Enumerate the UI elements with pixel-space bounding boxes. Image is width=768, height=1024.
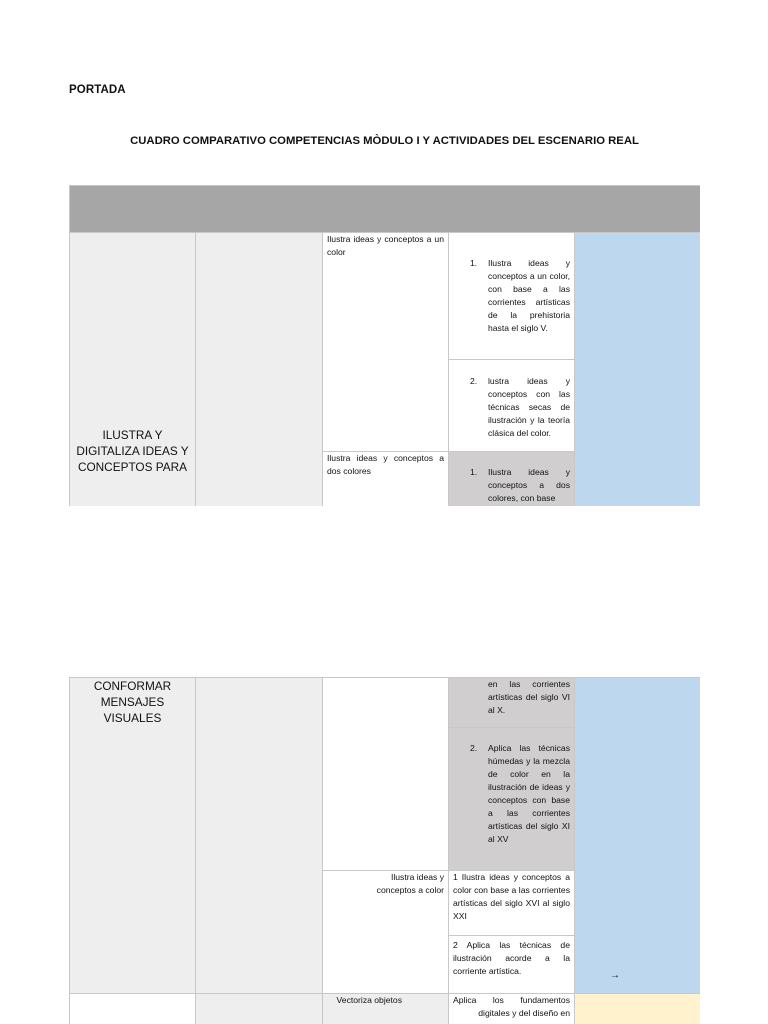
item-text: en las corrientes artísticas del siglo VI al X. (488, 679, 570, 715)
item-number: 2. (470, 743, 478, 753)
blue-column-cell (575, 678, 700, 994)
empty-column-cell (196, 678, 323, 994)
activity-cell (323, 994, 449, 1024)
numbered-item-continued (449, 678, 574, 717)
item-number: 1. (470, 258, 478, 268)
numbered-item (449, 742, 574, 846)
empty-column-cell (196, 233, 323, 506)
activity-cell (323, 678, 449, 871)
numbered-item (449, 466, 574, 505)
activity-text: Ilustra ideas y conceptos a color (376, 872, 444, 895)
table-header-band (70, 186, 700, 233)
blue-column-cell (575, 233, 700, 506)
competence-cell (70, 678, 196, 994)
item-number: 2. (470, 376, 478, 386)
item-text: Ilustra ideas y conceptos a dos colores, con base (488, 467, 570, 503)
subactivity-cell (449, 360, 575, 452)
plain-item: Aplica los fundamentos digitales y del diseño en (453, 995, 570, 1018)
comparison-table-part-2 (69, 677, 700, 1024)
subactivity-cell (449, 728, 575, 871)
competence-text: CONFORMAR MENSAJES VISUALES (93, 679, 172, 725)
subactivity-cell (449, 452, 575, 506)
competence-cell (70, 233, 196, 506)
subactivity-cell (449, 871, 575, 936)
numbered-item (449, 375, 574, 440)
item-text: lustra ideas y conceptos con las técnicas secas de ilustración y la teoría clásica del color. (488, 376, 570, 438)
activity-text: Ilustra ideas y conceptos a dos colores (327, 453, 444, 476)
plain-item: 2 Aplica las técnicas de ilustración acorde a la corriente artística. (453, 940, 570, 976)
competence-text: ILUSTRA Y DIGITALIZA IDEAS Y CONCEPTOS PARA (76, 428, 189, 474)
activity-cell (323, 233, 449, 452)
document-title: CUADRO COMPARATIVO COMPETENCIAS MÒDULO I Y ACTIVIDADES DEL ESCENARIO REAL (130, 135, 639, 147)
empty-column-cell (196, 994, 323, 1024)
comparison-table-part-1 (69, 185, 700, 506)
numbered-item (449, 257, 574, 335)
arrow-right-icon: → (610, 970, 620, 981)
item-number: 1. (470, 467, 478, 477)
subactivity-cell (449, 233, 575, 360)
subactivity-cell (449, 678, 575, 728)
activity-text: Ilustra ideas y conceptos a un color (327, 234, 444, 257)
plain-item: 1 Ilustra ideas y conceptos a color con base a las corrientes artísticas del siglo XVI al siglo XXI (453, 872, 570, 921)
item-text: Ilustra ideas y conceptos a un color, con base a las corrientes artísticas de la prehistoria hasta el siglo V. (488, 258, 570, 333)
empty-column-cell (70, 994, 196, 1024)
subactivity-cell (449, 936, 575, 994)
activity-cell (323, 452, 449, 506)
activity-text: Vectoriza objetos (336, 995, 402, 1005)
item-text: Aplica las técnicas húmedas y la mezcla de color en la ilustración de ideas y conceptos con base a las corrientes artísticas del siglo XI al XV (488, 743, 570, 844)
page-label: PORTADA (69, 84, 126, 96)
activity-cell (323, 871, 449, 994)
yellow-column-cell (575, 994, 700, 1024)
subactivity-cell (449, 994, 575, 1024)
